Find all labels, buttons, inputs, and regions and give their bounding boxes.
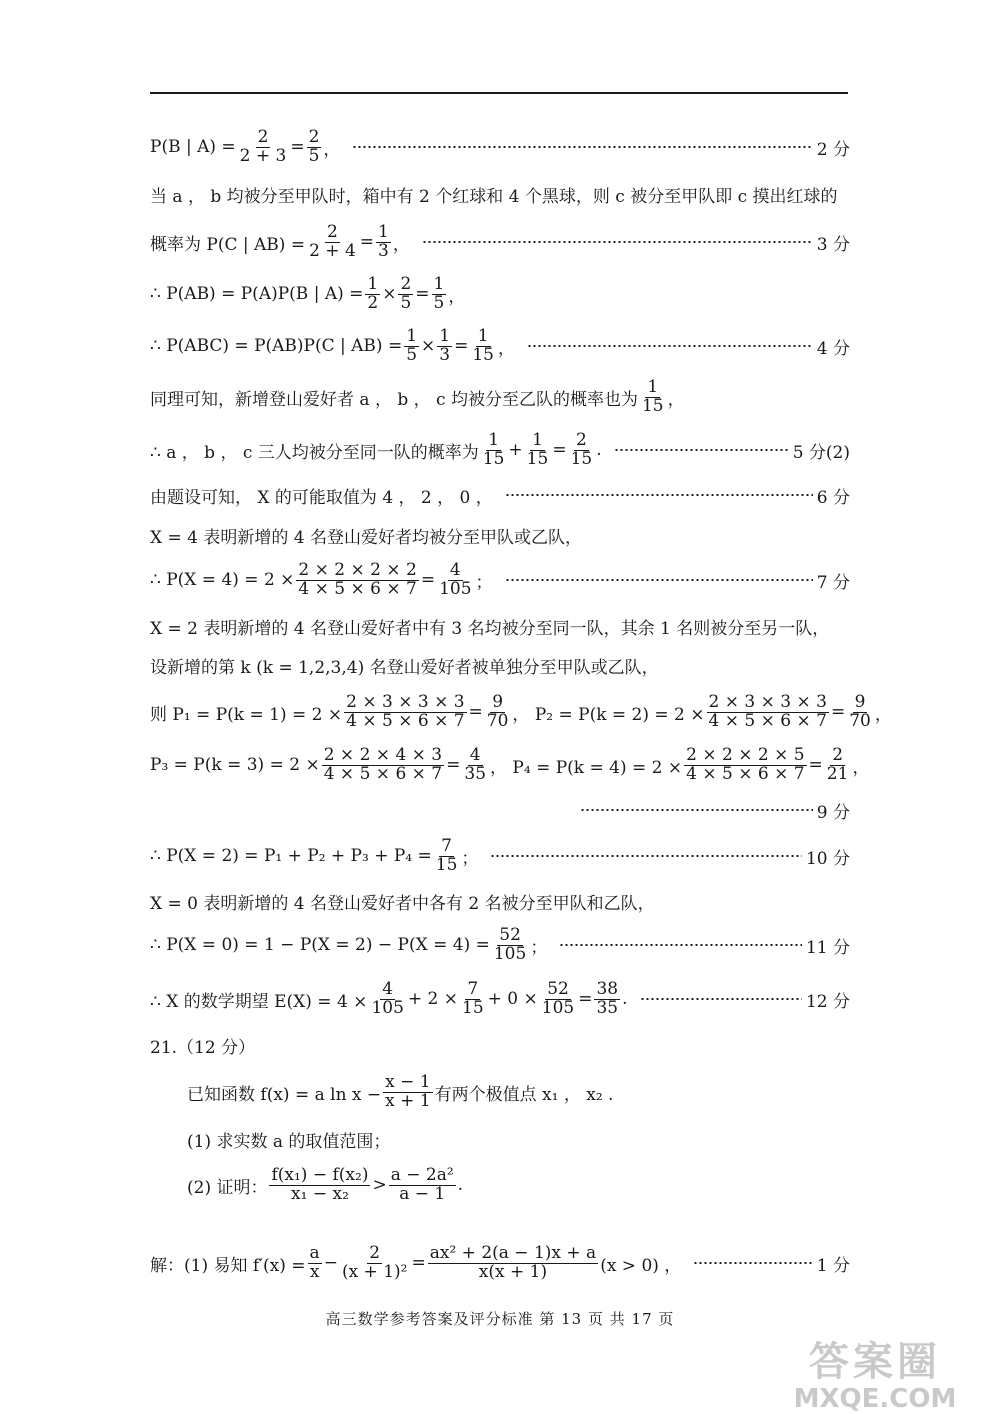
score-mark: 7 分 [816, 572, 850, 593]
fraction: $\frac{52}{105}$ [493, 924, 527, 964]
header-rule [150, 92, 848, 94]
fraction: $\frac{\text{a − 2a²}}{a - 1}$ [390, 1164, 454, 1204]
line-17: X = 0 表明新增的 4 名登山爱好者中各有 2 名被分至甲队和乙队， [150, 893, 655, 914]
line-7: ∴ a ， b ， c 三人均被分至同一队的概率为 $\frac{1}{15}$ + $\frac{1}{15}$ = $\frac{2}{15}$ . 5 分(2) [150, 429, 850, 469]
line-8: 由题设可知， X 的可能取值为 4 ， 2 ， 0 ， 6 分 [150, 473, 850, 517]
question-21-stem: 已知函数 f(x) = a ln x − $\frac{x - 1}{x + 1}$ 有两个极值点 x₁ ， x₂ . [187, 1071, 614, 1111]
watermark [770, 1340, 980, 1414]
fraction: $\frac{2}{\text{(x + 1)²}}$ [341, 1242, 408, 1282]
fraction: $\frac{x - 1}{x + 1}$ [385, 1071, 431, 1111]
fraction: $\frac{1}{3}$ [378, 221, 389, 261]
fraction: $\frac{2 \times 2 \times 4 \times 3}{4 \times 5 \times 6 \times 7}$ [323, 744, 443, 784]
fraction: $\frac{4}{35}$ [464, 744, 487, 784]
question-21-heading: 21.（12 分） [150, 1037, 256, 1058]
fraction: $\frac{7}{15}$ [462, 978, 484, 1018]
fraction: $\frac{\text{f(x₁) − f(x₂)}}{\text{x₁ − x₂}}$ [271, 1164, 369, 1204]
score-mark: 10 分 [805, 848, 850, 869]
question-21-part-2: (2) 证明： $\frac{\text{f(x₁) − f(x₂)}}{\text{x₁ − x₂}}$ > $\frac{\text{a − 2a²}}{a - 1}$ . [187, 1164, 464, 1204]
line-12: 设新增的第 k (k = 1,2,3,4) 名登山爱好者被单独分至甲队或乙队， [150, 657, 659, 678]
score-mark: 4 分 [816, 338, 850, 359]
fraction: $\frac{1}{3}$ [439, 325, 451, 365]
fraction: $\frac{1}{15}$ [526, 429, 549, 469]
fraction: $\frac{1}{2}$ [367, 273, 379, 313]
solution-line-1: 解：(1) 易知 f′(x) = $\frac{a}{x}$ − $\frac{2}{\text{(x + 1)²}}$ = $\frac{\text{ax² + 2(a − 1)x + a}}{x(x + 1)}$ (x > 0) ， 1 分 [150, 1242, 850, 1282]
fraction: $\frac{4}{105}$ [439, 559, 472, 599]
fraction: $\frac{9}{70}$ [849, 691, 871, 731]
line-6: 同理可知，新增登山爱好者 a ， b ， c 均被分至乙队的概率也为 $\frac{1}{15}$ ， [150, 376, 685, 416]
line-18: ∴ P(X = 0) = 1 − P(X = 2) − P(X = 4) = $\frac{52}{105}$ ； 11 分 [150, 924, 850, 964]
score-mark: 1 分 [816, 1255, 850, 1276]
score-mark: 9 分 [816, 802, 850, 823]
fraction: $\frac{9}{70}$ [486, 691, 509, 731]
dot-leader [352, 146, 812, 148]
fraction: $\frac{\text{ax² + 2(a − 1)x + a}}{x(x + 1)}$ [429, 1242, 597, 1282]
line-11: X = 2 表明新增的 4 名登山爱好者中有 3 名均被分至同一队，其余 1 名则被分至另一队， [150, 618, 830, 639]
fraction: $\frac{38}{35}$ [596, 978, 619, 1018]
score-mark: 11 分 [805, 937, 850, 958]
fraction: $\frac{52}{105}$ [541, 978, 575, 1018]
dot-leader [559, 944, 802, 946]
fraction: $\frac{1}{5}$ [406, 325, 418, 365]
line-10: ∴ P(X = 4) = 2 × $\frac{2 \times 2 \times 2 \times 2}{4 \times 5 \times 6 \times 7}$ = $\frac{4}{105}$ ； 7 分 [150, 559, 850, 599]
dot-leader [580, 809, 813, 811]
dot-leader [505, 579, 813, 581]
dot-leader [640, 998, 802, 1000]
line-5: ∴ P(ABC) = P(AB)P(C | AB) = $\frac{1}{5}$ × $\frac{1}{3}$ = $\frac{1}{15}$ ， 4 分 [150, 325, 850, 365]
fraction: $\frac{1}{15}$ [472, 325, 494, 365]
fraction: $\frac{2}{5}$ [400, 273, 412, 313]
line-1: P(B | A) = $\frac{2}{2 + 3}$ = $\frac{2}{5}$ ， 2 分 [150, 126, 850, 166]
fraction: $\frac{2 \times 2 \times 2 \times 5}{4 \times 5 \times 6 \times 7}$ [686, 744, 805, 784]
dot-leader [693, 1262, 812, 1264]
line-16: ∴ P(X = 2) = P₁ + P₂ + P₃ + P₄ = $\frac{7}{15}$ ； 10 分 [150, 835, 850, 875]
fraction: $\frac{2}{21}$ [826, 744, 849, 784]
line-9: X = 4 表明新增的 4 名登山爱好者均被分至甲队或乙队， [150, 527, 582, 548]
watermark-top: 答案圈 [809, 1339, 941, 1385]
fraction: $\frac{2 \times 3 \times 3 \times 3}{4 \times 5 \times 6 \times 7}$ [346, 691, 465, 731]
fraction: $\frac{4}{105}$ [371, 978, 404, 1018]
fraction: $\frac{1}{15}$ [482, 429, 505, 469]
line-19: ∴ X 的数学期望 E(X) = 4 × $\frac{4}{105}$ + 2 × $\frac{7}{15}$ + 0 × $\frac{52}{105}$ = $\frac{38}{35}$ . 12 分 [150, 978, 850, 1018]
fraction: $\frac{1}{15}$ [641, 376, 664, 416]
dot-leader [422, 241, 813, 243]
line-14: P₃ = P(k = 3) = 2 × $\frac{2 \times 2 \times 4 \times 3}{4 \times 5 \times 6 \times 7}$ = $\frac{4}{35}$ ， P₄ = P(k = 4) = 2 × $\frac{2 \times 2 \times 2 \times 5}{4 \times 5 \times 6 \times 7}$ = $\frac{2}{21}$ ， [150, 744, 870, 784]
fraction: $\frac{a}{x}$ [309, 1242, 320, 1282]
dot-leader [614, 449, 789, 451]
fraction: $\frac{2}{2 + 4}$ [309, 221, 356, 261]
fraction: $\frac{2 \times 3 \times 3 \times 3}{4 \times 5 \times 6 \times 7}$ [708, 691, 827, 731]
score-mark: 2 分 [816, 139, 850, 160]
fraction: $\frac{7}{15}$ [435, 835, 458, 875]
line-2: 当 a ， b 均被分至甲队时，箱中有 2 个红球和 4 个黑球，则 c 被分至甲队即 c 摸出红球的 [150, 186, 838, 207]
fraction: $\frac{2 \times 2 \times 2 \times 2}{4 \times 5 \times 6 \times 7}$ [298, 559, 417, 599]
fraction: $\frac{2}{5}$ [308, 126, 320, 166]
page-footer: 高三数学参考答案及评分标准 第 13 页 共 17 页 [325, 1310, 675, 1328]
line-15 [150, 788, 850, 832]
dot-leader [490, 855, 802, 857]
dot-leader [527, 345, 813, 347]
fraction: $\frac{1}{5}$ [433, 273, 445, 313]
score-mark: 5 分(2) [792, 442, 850, 463]
dot-leader [505, 494, 813, 496]
fraction: $\frac{2}{15}$ [570, 429, 593, 469]
score-mark: 3 分 [816, 234, 850, 255]
line-13: 则 P₁ = P(k = 1) = 2 × $\frac{2 \times 3 \times 3 \times 3}{4 \times 5 \times 6 \times 7}$ = $\frac{9}{70}$ ， P₂ = P(k = 2) = 2 × $\frac{2 \times 3 \times 3 \times 3}{4 \times 5 \times 6 \times 7}$ = $\frac{9}{70}$ ， [150, 691, 892, 731]
line-4: ∴ P(AB) = P(A)P(B | A) = $\frac{1}{2}$ × $\frac{2}{5}$ = $\frac{1}{5}$ ， [150, 273, 466, 313]
question-21-part-1: (1) 求实数 a 的取值范围； [187, 1131, 391, 1152]
line-3: 概率为 P(C | AB) = $\frac{2}{2 + 4}$ = $\frac{1}{3}$ ， 3 分 [150, 221, 850, 261]
watermark-bottom: MXQE.COM [793, 1384, 957, 1414]
score-mark: 12 分 [805, 991, 850, 1012]
fraction: $\frac{2}{2 + 3}$ [239, 126, 287, 166]
score-mark: 6 分 [816, 487, 850, 508]
